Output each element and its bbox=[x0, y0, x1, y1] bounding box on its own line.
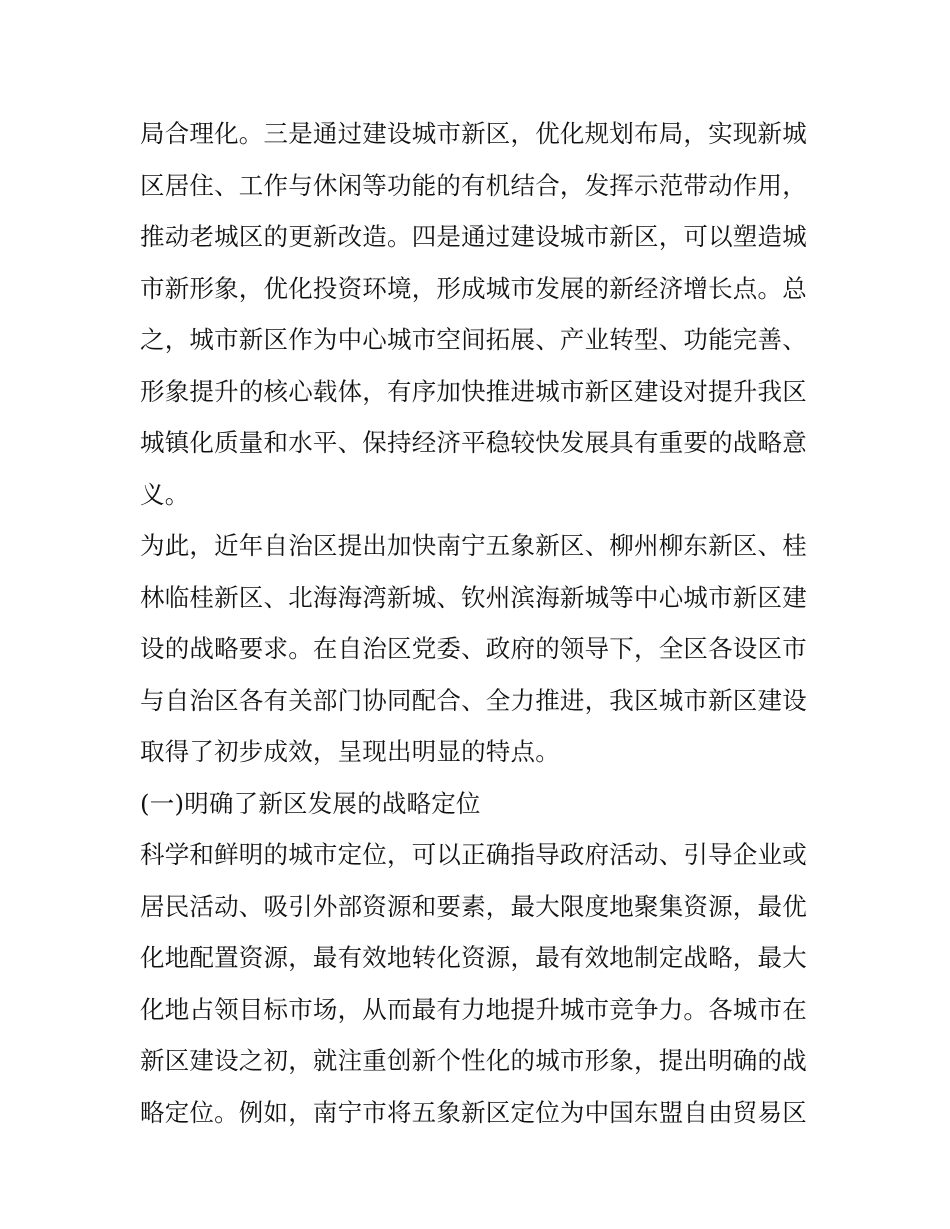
text-line: 设的战略要求。在自治区党委、政府的领导下，全区各设区市 bbox=[140, 634, 807, 663]
text-line: 新区建设之初，就注重创新个性化的城市形象，提出明确的战 bbox=[140, 1046, 807, 1075]
text-line: 之，城市新区作为中心城市空间拓展、产业转型、功能完善、 bbox=[140, 325, 807, 354]
text-line: 城镇化质量和水平、保持经济平稳较快发展具有重要的战略意 bbox=[140, 428, 807, 457]
text-line: 推动老城区的更新改造。四是通过建设城市新区，可以塑造城 bbox=[140, 222, 807, 251]
text-line: 居民活动、吸引外部资源和要素，最大限度地聚集资源，最优 bbox=[140, 891, 807, 921]
text-line: 化地占领目标市场，从而最有力地提升城市竞争力。各城市在 bbox=[140, 994, 807, 1024]
text-line: 形象提升的核心载体，有序加快推进城市新区建设对提升我区 bbox=[140, 376, 807, 406]
text-line: 与自治区各有关部门协同配合、全力推进，我区城市新区建设 bbox=[140, 685, 807, 715]
text-line: 区居住、工作与休闲等功能的有机结合，发挥示范带动作用， bbox=[140, 170, 807, 200]
text-line: 科学和鲜明的城市定位，可以正确指导政府活动、引导企业或 bbox=[140, 840, 807, 869]
text-line: 略定位。例如，南宁市将五象新区定位为中国东盟自由贸易区 bbox=[140, 1097, 807, 1127]
text-line: 取得了初步成效，呈现出明显的特点。 bbox=[140, 737, 560, 766]
text-line: 林临桂新区、北海海湾新城、钦州滨海新城等中心城市新区建 bbox=[140, 582, 807, 612]
text-line: 义。 bbox=[140, 479, 190, 509]
body-text bbox=[140, 108, 820, 1138]
text-line: 为此，近年自治区提出加快南宁五象新区、柳州柳东新区、桂 bbox=[140, 531, 807, 560]
text-line: 化地配置资源，最有效地转化资源，最有效地制定战略，最大 bbox=[140, 943, 807, 972]
section-heading: (一)明确了新区发展的战略定位 bbox=[140, 788, 481, 818]
text-line: 局合理化。三是通过建设城市新区，优化规划布局，实现新城 bbox=[140, 119, 807, 148]
text-line: 市新形象，优化投资环境，形成城市发展的新经济增长点。总 bbox=[140, 273, 807, 303]
